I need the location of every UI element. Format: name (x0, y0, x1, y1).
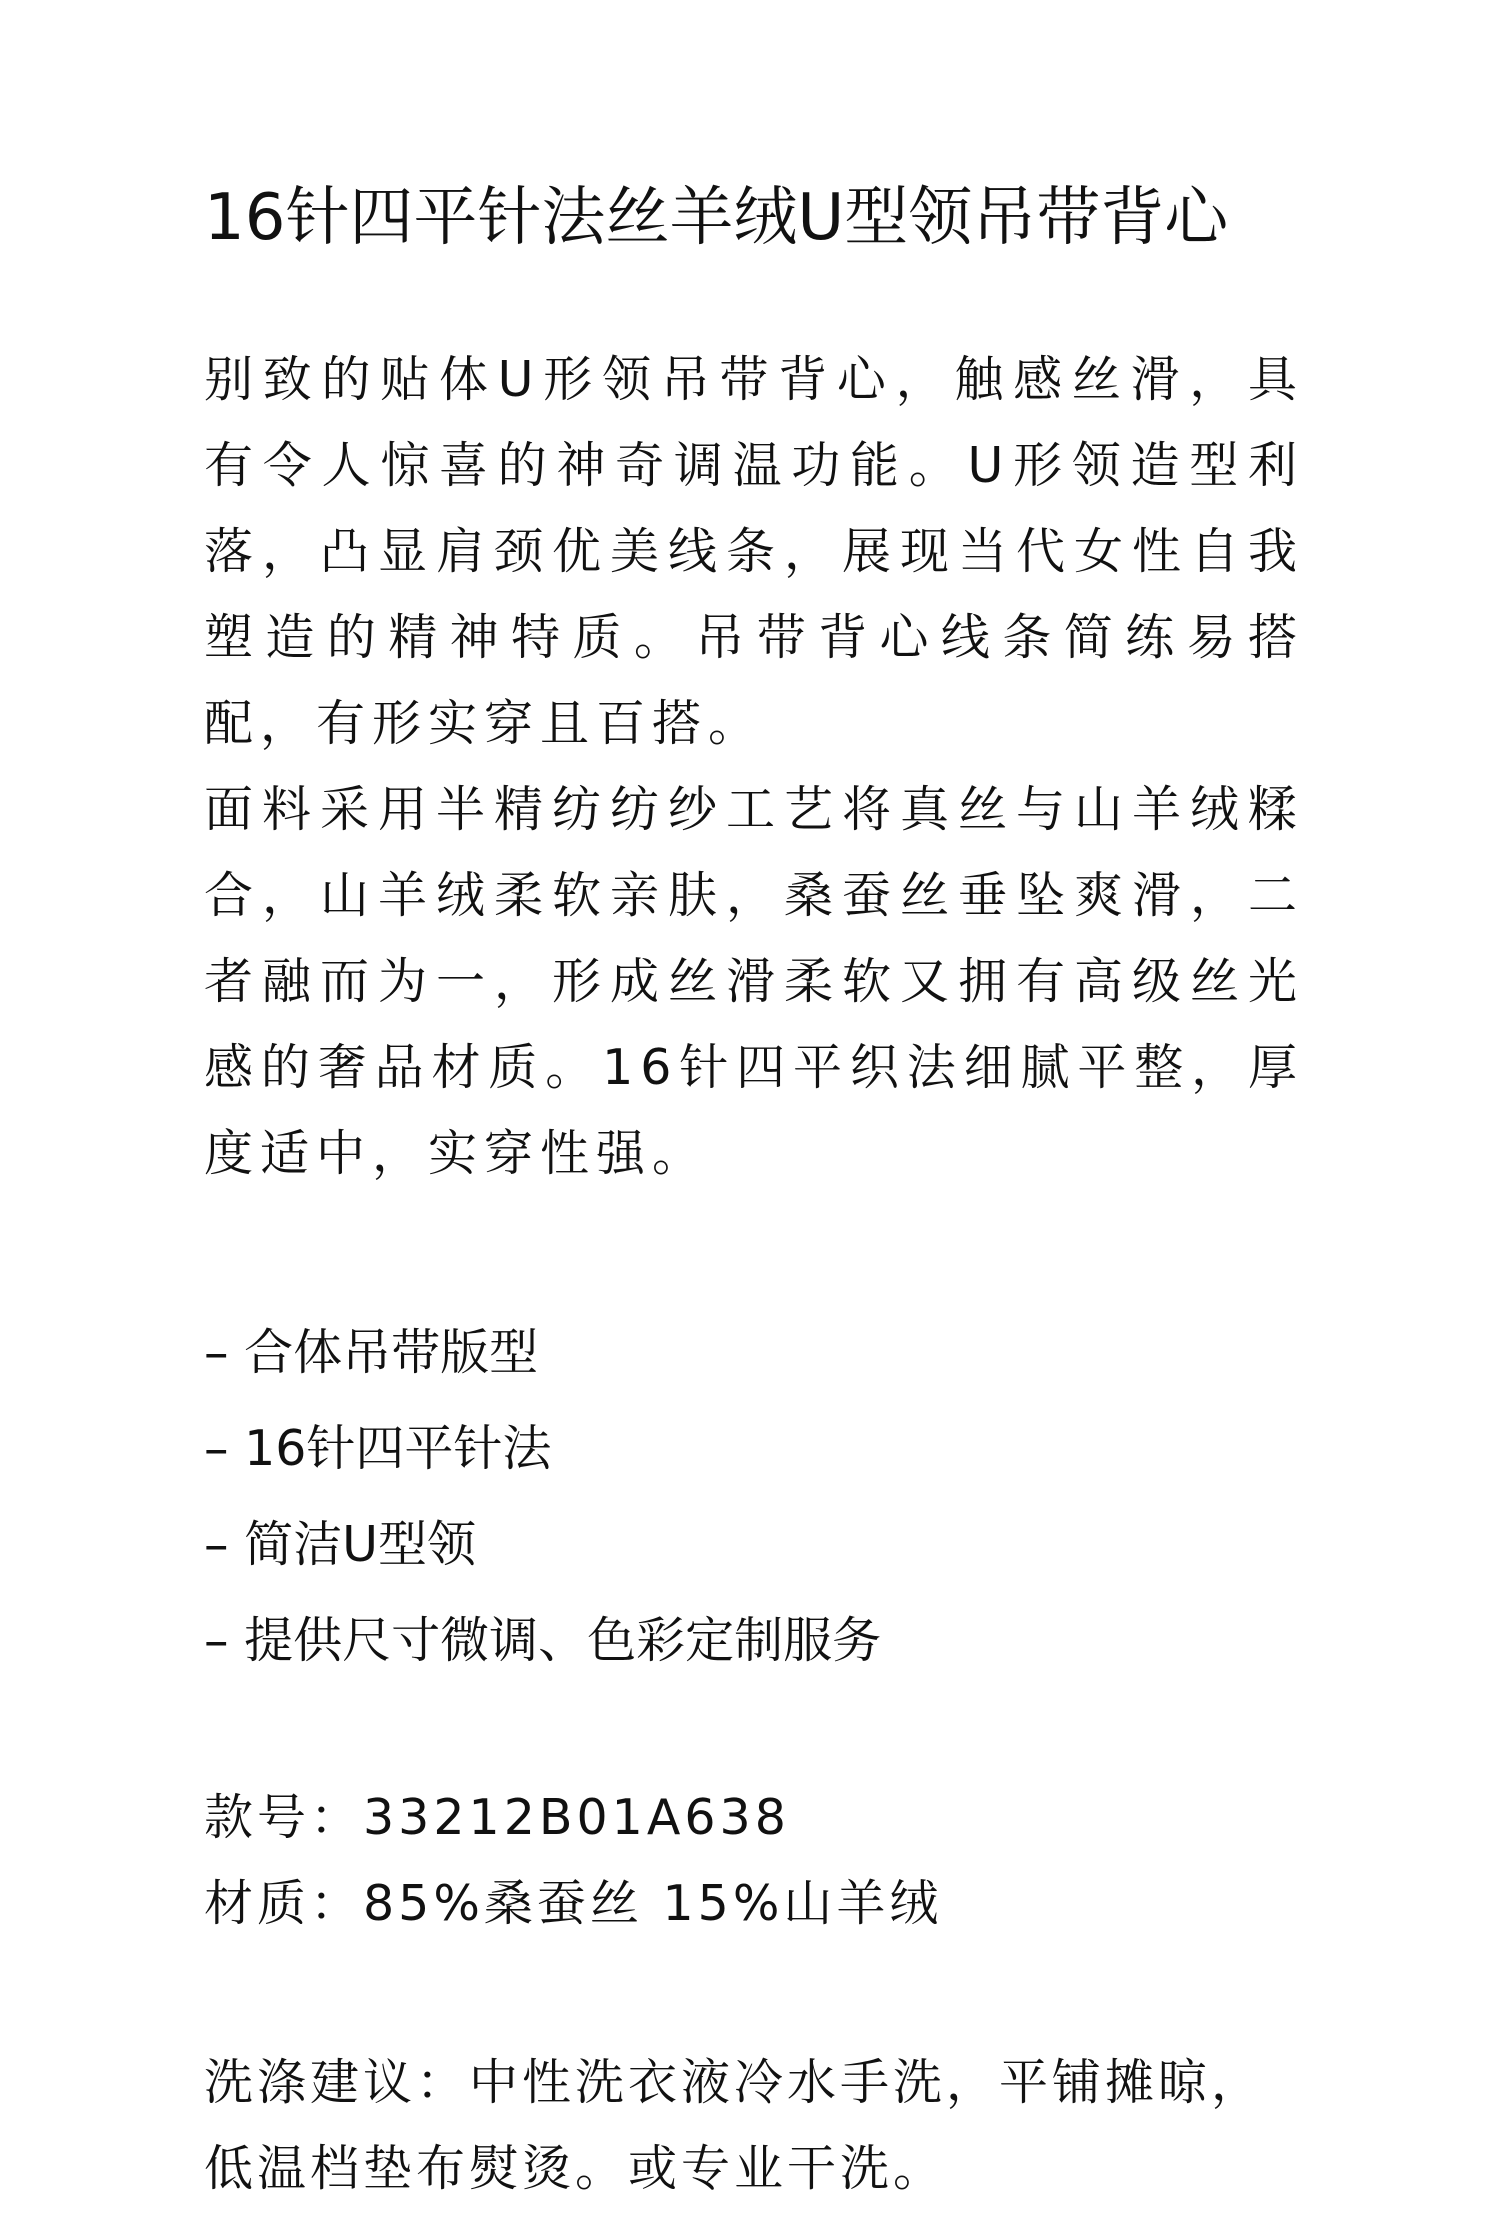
style-number: 款号：33212B01A638 (204, 1789, 790, 1846)
product-description (204, 337, 1304, 1197)
material-composition: 材质：85%桑蚕丝 15%山羊绒 (204, 1875, 943, 1932)
care-line-1: 洗涤建议：中性洗衣液冷水手洗，平铺摊晾， (204, 2054, 1265, 2111)
feature-item: – 合体吊带版型 (204, 1324, 539, 1381)
feature-item: – 提供尺寸微调、色彩定制服务 (204, 1612, 882, 1669)
care-line-2: 低温档垫布熨烫。或专业干洗。 (204, 2140, 947, 2197)
feature-item: – 16针四平针法 (204, 1420, 552, 1477)
description-paragraph-2: 面料采用半精纺纺纱工艺将真丝与山羊绒糅合，山羊绒柔软亲肤，桑蚕丝垂坠爽滑，二者融而为一，形成丝滑柔软又拥有高级丝光感的奢品材质。16针四平织法细腻平整，厚度适中，实穿性强。 (204, 781, 1304, 1182)
feature-item: – 简洁U型领 (204, 1516, 476, 1573)
product-title: 16针四平针法丝羊绒U型领吊带背心 (204, 180, 1229, 255)
description-paragraph-1: 别致的贴体U形领吊带背心，触感丝滑，具有令人惊喜的神奇调温功能。U形领造型利落，凸显肩颈优美线条，展现当代女性自我塑造的精神特质。吊带背心线条简练易搭配，有形实穿且百搭。 (204, 351, 1304, 752)
feature-list (204, 1305, 1304, 1689)
product-specs (204, 1775, 1304, 1947)
care-instructions (204, 2040, 1304, 2212)
